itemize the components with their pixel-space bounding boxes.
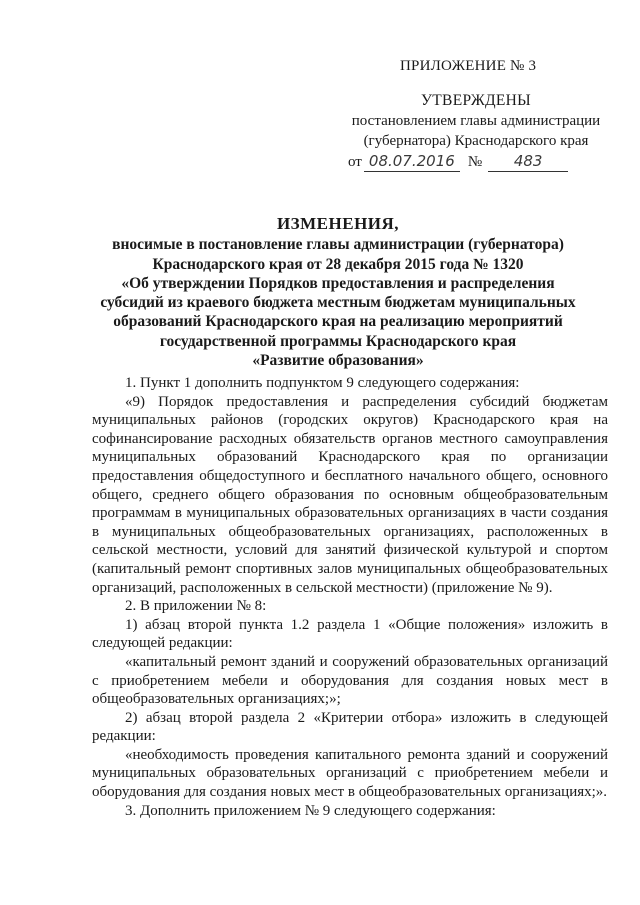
title-line: вносимые в постановление главы администрации (губернатора) [112, 236, 564, 254]
approved-line-1: постановлением главы администрации [351, 113, 601, 129]
paragraph: «необходимость проведения капитального ремонта зданий и сооружений муниципальных образовательных организаций с приобретением мебели и оборудования для создания новых мест в общеобразовательных организациях;». [92, 746, 608, 801]
paragraph: 2. В приложении № 8: [125, 598, 267, 615]
number-prefix: № [467, 154, 483, 170]
approved-line-2: (губернатора) Краснодарского края [363, 133, 589, 149]
approval-block [338, 91, 614, 172]
appendix-number: ПРИЛОЖЕНИЕ № 3 [400, 58, 537, 74]
title-line: «Об утверждении Порядков предоставления и распределения [121, 274, 555, 292]
handwritten-number: 483 [488, 151, 568, 172]
title-line: субсидий из краевого бюджета местным бюджетам муниципальных [100, 294, 576, 312]
paragraph: «9) Порядок предоставления и распределения субсидий бюджетам муниципальных районов (городских округов) Краснодарского края на софинансирование расходных обязательств органов местного самоуправления муниципальных образований Краснодарского края по организации предоставления общедоступного и бесплатного начального общего, основного общего, среднего общего образования по основным общеобразовательным программам в муниципальных образовательных организациях в части создания в муниципальных общеобразовательных организациях, расположенных в сельской местности, условий для занятий физической культурой и спортом (капитальный ремонт спортивных залов муниципальных общеобразовательных организаций, расположенных в сельской местности) (приложение № 9). [92, 393, 608, 596]
title-line: «Развитие образования» [252, 352, 424, 370]
document-title [100, 214, 576, 370]
date-number-row [338, 151, 614, 172]
paragraph: 1) абзац второй пункта 1.2 раздела 1 «Общие положения» изложить в следующей редакции: [92, 616, 608, 652]
document-body [92, 374, 608, 820]
paragraph: «капитальный ремонт зданий и сооружений образовательных организаций с приобретением мебели и оборудования для создания новых мест в общеобразовательных организациях;»; [92, 653, 608, 708]
title-heading: ИЗМЕНЕНИЯ, [276, 214, 400, 233]
title-line: образований Краснодарского края на реализацию мероприятий [113, 313, 563, 331]
handwritten-date: 08.07.2016 [364, 151, 460, 172]
title-line: Краснодарского края от 28 декабря 2015 года № 1320 [152, 255, 524, 273]
paragraph: 1. Пункт 1 дополнить подпунктом 9 следующего содержания: [125, 375, 520, 391]
title-line: государственной программы Краснодарского края [159, 332, 517, 350]
paragraph: 2) абзац второй раздела 2 «Критерии отбора» изложить в следующей редакции: [92, 709, 608, 745]
approved-title: УТВЕРЖДЕНЫ [421, 92, 531, 109]
date-prefix: от [348, 154, 362, 170]
paragraph: 3. Дополнить приложением № 9 следующего содержания: [125, 802, 496, 819]
